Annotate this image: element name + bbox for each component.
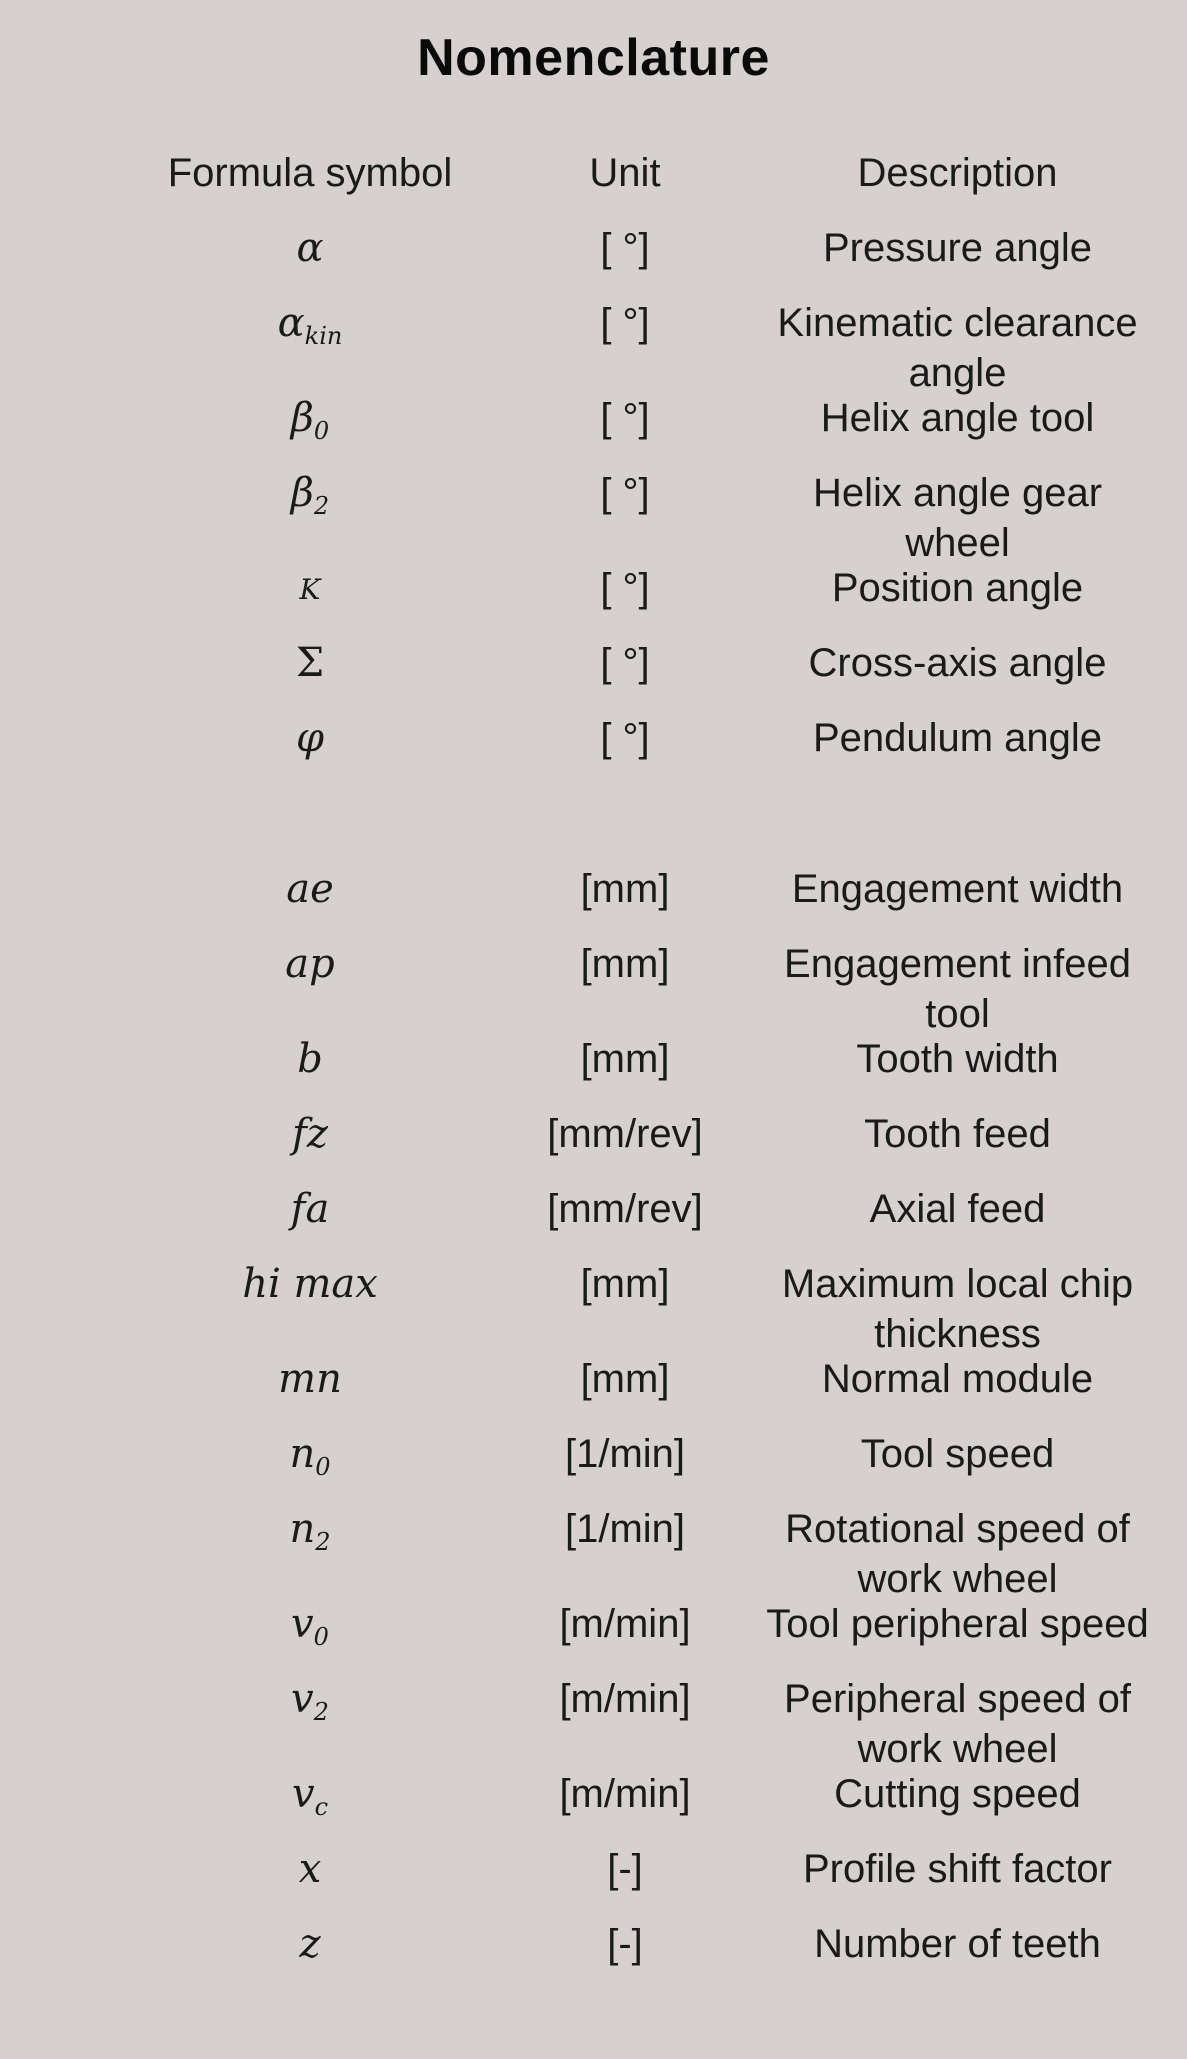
description-kappa: Position angle — [831, 566, 1084, 610]
symbol-kappa: K — [299, 573, 321, 606]
description-ae: Engagement width — [791, 867, 1124, 911]
unit-v-0: [m/min] — [559, 1602, 691, 1646]
symbol-v-0: $v_0$ — [291, 1601, 329, 1651]
description-z: Number of teeth — [814, 1922, 1101, 1966]
description-beta-2: Helix angle gear wheel — [812, 471, 1103, 565]
description-phi: Pendulum angle — [812, 716, 1103, 760]
unit-phi: [ °] — [600, 716, 650, 760]
unit-beta-2: [ °] — [600, 471, 650, 515]
unit-ap: [mm] — [580, 942, 670, 986]
unit-alpha: [ °] — [600, 226, 650, 270]
description-n-0: Tool speed — [860, 1432, 1055, 1476]
description-alpha-kin: Kinematic clearance angle — [777, 301, 1138, 395]
unit-v-2: [m/min] — [559, 1677, 691, 1721]
description-alpha: Pressure angle — [822, 226, 1093, 270]
unit-alpha-kin: [ °] — [600, 301, 650, 345]
page-title: Nomenclature — [417, 29, 770, 87]
symbol-v-c: $v_c$ — [291, 1771, 329, 1821]
unit-mn: [mm] — [580, 1357, 670, 1401]
symbol-mn: mn — [278, 1356, 342, 1402]
description-hi-max: Maximum local chip thickness — [781, 1262, 1134, 1356]
symbol-n-0: $n_0$ — [289, 1431, 331, 1481]
unit-kappa: [ °] — [600, 566, 650, 610]
unit-fz: [mm/rev] — [547, 1112, 703, 1156]
header-description: Description — [857, 151, 1058, 195]
description-v-c: Cutting speed — [834, 1772, 1081, 1816]
symbol-fz: fz — [292, 1111, 328, 1157]
header-unit: Unit — [589, 151, 661, 195]
symbol-b: b — [297, 1036, 323, 1082]
description-v-0: Tool peripheral speed — [766, 1602, 1149, 1646]
unit-fa: [mm/rev] — [547, 1187, 703, 1231]
symbol-fa: fa — [290, 1186, 330, 1232]
unit-z: [-] — [607, 1922, 643, 1966]
symbol-alpha: α — [296, 225, 324, 271]
symbol-n-2: $n_2$ — [289, 1506, 331, 1556]
description-beta-0: Helix angle tool — [820, 396, 1095, 440]
description-mn: Normal module — [821, 1357, 1094, 1401]
unit-b: [mm] — [580, 1037, 670, 1081]
unit-ae: [mm] — [580, 867, 670, 911]
unit-x: [-] — [607, 1847, 643, 1891]
description-fa: Axial feed — [869, 1187, 1046, 1231]
symbol-alpha-kin: $\alpha_{kin}$ — [277, 300, 343, 350]
symbol-phi: φ — [295, 715, 324, 761]
description-ap: Engagement infeed tool — [784, 942, 1131, 1036]
unit-n-2: [1/min] — [564, 1507, 686, 1551]
description-sigma: Cross-axis angle — [808, 641, 1107, 685]
symbol-hi-max: hi max — [242, 1261, 378, 1307]
description-b: Tooth width — [856, 1037, 1059, 1081]
unit-n-0: [1/min] — [564, 1432, 686, 1476]
symbol-ap: ap — [285, 941, 335, 987]
unit-beta-0: [ °] — [600, 396, 650, 440]
unit-hi-max: [mm] — [580, 1262, 670, 1306]
unit-sigma: [ °] — [600, 641, 650, 685]
unit-v-c: [m/min] — [559, 1772, 691, 1816]
description-fz: Tooth feed — [864, 1112, 1051, 1156]
symbol-ae: ae — [286, 866, 334, 912]
description-x: Profile shift factor — [802, 1847, 1112, 1891]
symbol-z: z — [299, 1921, 321, 1967]
symbol-v-2: $v_2$ — [291, 1676, 329, 1726]
symbol-beta-2: $\beta_2$ — [290, 470, 330, 520]
symbol-beta-0: $\beta_0$ — [290, 395, 330, 445]
symbol-x: x — [298, 1846, 322, 1892]
header-formula-symbol: Formula symbol — [167, 151, 453, 195]
symbol-sigma: Σ — [295, 640, 325, 686]
description-n-2: Rotational speed of work wheel — [785, 1507, 1130, 1601]
description-v-2: Peripheral speed of work wheel — [784, 1677, 1131, 1771]
